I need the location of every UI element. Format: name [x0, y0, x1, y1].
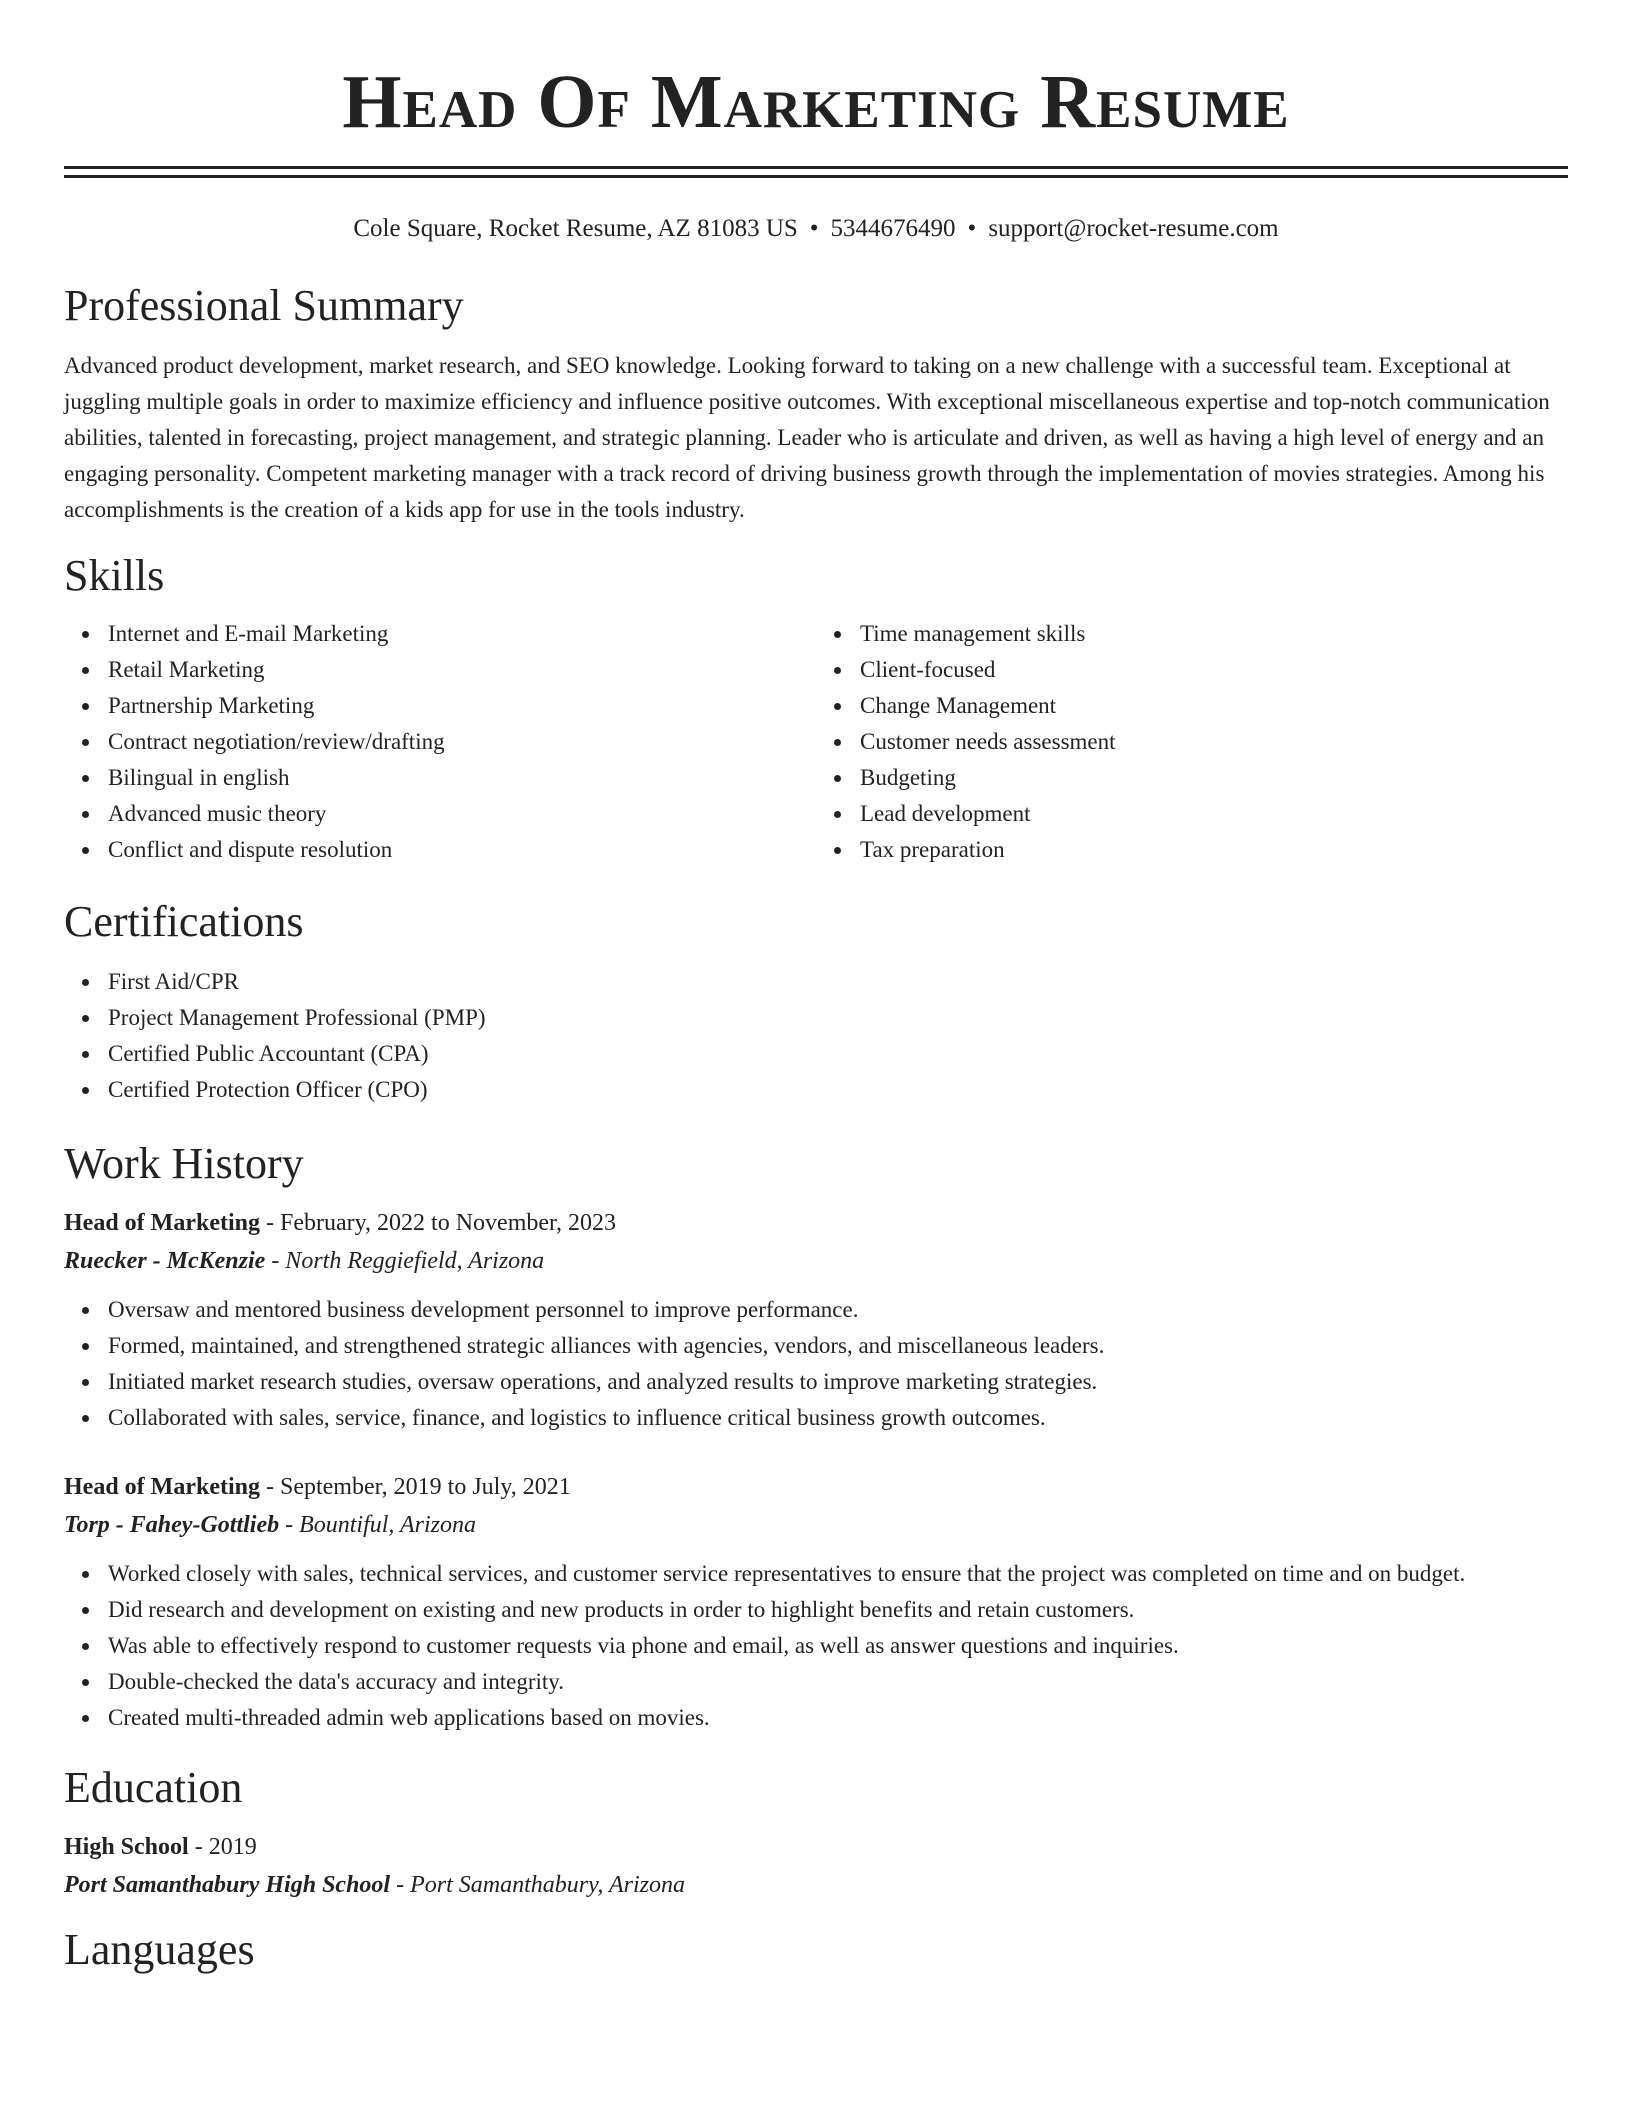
job-duties-list	[64, 1556, 1568, 1736]
skill-item: Retail Marketing	[108, 652, 816, 688]
job-duty: Initiated market research studies, oversaw operations, and analyzed results to improve marketing strategies.	[108, 1364, 1568, 1400]
certifications-list	[64, 964, 1568, 1108]
languages-section	[64, 1924, 1568, 1976]
work-history-heading: Work History	[64, 1139, 304, 1188]
job-title-line	[64, 1204, 1568, 1242]
education-heading: Education	[64, 1763, 243, 1812]
summary-text: Advanced product development, market research, and SEO knowledge. Looking forward to taking on a new challenge with a successful team. Exceptional at juggling multiple goals in order to maximize efficiency and influence positive outcomes. With exceptional miscellaneous expertise and top-notch communication abilities, talented in forecasting, project management, and strategic planning. Leader who is articulate and driven, as well as having a high level of energy and an engaging personality. Competent marketing manager with a track record of driving business growth through the implementation of movies strategies. Among his accomplishments is the creation of a kids app for use in the tools industry.	[64, 353, 1550, 522]
skill-item: Customer needs assessment	[860, 724, 1568, 760]
education-degree-line	[64, 1828, 1568, 1866]
skills-heading: Skills	[64, 551, 165, 600]
job-title: Head of Marketing	[64, 1210, 260, 1236]
job-entry	[64, 1204, 1568, 1436]
skills-columns	[64, 616, 1568, 868]
skill-item: Partnership Marketing	[108, 688, 816, 724]
education-year: - 2019	[188, 1834, 257, 1860]
skills-left-list	[64, 616, 816, 868]
job-entry	[64, 1468, 1568, 1736]
skills-section	[64, 550, 1568, 868]
skill-item: Conflict and dispute resolution	[108, 832, 816, 868]
title-divider-bottom	[64, 175, 1568, 178]
contact-address: Cole Square, Rocket Resume, AZ 81083 US	[353, 215, 798, 242]
education-school-line	[64, 1866, 1568, 1904]
skill-item: Internet and E-mail Marketing	[108, 616, 816, 652]
job-duty: Created multi-threaded admin web applications based on movies.	[108, 1700, 1568, 1736]
contact-phone: 5344676490	[830, 215, 956, 242]
resume-title: Head Of Marketing Resume	[342, 60, 1290, 144]
skill-item: Advanced music theory	[108, 796, 816, 832]
certifications-heading: Certifications	[64, 897, 304, 946]
certification-item: Project Management Professional (PMP)	[108, 1000, 1568, 1036]
job-duties-list	[64, 1292, 1568, 1436]
job-dates: - February, 2022 to November, 2023	[259, 1210, 617, 1236]
languages-heading: Languages	[64, 1925, 255, 1974]
job-duty: Double-checked the data's accuracy and integrity.	[108, 1664, 1568, 1700]
skill-item: Change Management	[860, 688, 1568, 724]
job-company: Torp - Fahey-Gottlieb	[64, 1512, 280, 1538]
job-title: Head of Marketing	[64, 1474, 260, 1500]
job-duty: Collaborated with sales, service, finance, and logistics to influence critical business growth outcomes.	[108, 1400, 1568, 1436]
certifications-section	[64, 896, 1568, 1108]
skill-item: Time management skills	[860, 616, 1568, 652]
contact-separator: •	[809, 215, 819, 242]
job-duty: Worked closely with sales, technical services, and customer service representatives to ensure that the project was completed on time and on budget.	[108, 1556, 1568, 1592]
job-location: - North Reggiefield, Arizona	[265, 1248, 545, 1274]
education-degree: High School	[64, 1834, 189, 1860]
job-duty: Did research and development on existing and new products in order to highlight benefits and retain customers.	[108, 1592, 1568, 1628]
job-location: - Bountiful, Arizona	[279, 1512, 477, 1538]
job-company: Ruecker - McKenzie	[64, 1248, 266, 1274]
skill-item: Client-focused	[860, 652, 1568, 688]
certification-item: Certified Protection Officer (CPO)	[108, 1072, 1568, 1108]
education-location: - Port Samanthabury, Arizona	[390, 1872, 685, 1898]
job-title-line	[64, 1468, 1568, 1506]
skill-item: Tax preparation	[860, 832, 1568, 868]
job-company-line	[64, 1506, 1568, 1544]
work-history-section	[64, 1138, 1568, 1736]
contact-separator: •	[967, 215, 977, 242]
skill-item: Bilingual in english	[108, 760, 816, 796]
title-divider-top	[64, 166, 1568, 169]
summary-heading: Professional Summary	[64, 281, 464, 330]
job-duty: Was able to effectively respond to customer requests via phone and email, as well as answer questions and inquiries.	[108, 1628, 1568, 1664]
contact-email: support@rocket-resume.com	[988, 215, 1279, 242]
certification-item: Certified Public Accountant (CPA)	[108, 1036, 1568, 1072]
job-duty: Formed, maintained, and strengthened strategic alliances with agencies, vendors, and miscellaneous leaders.	[108, 1328, 1568, 1364]
skill-item: Contract negotiation/review/drafting	[108, 724, 816, 760]
job-company-line	[64, 1242, 1568, 1280]
certification-item: First Aid/CPR	[108, 964, 1568, 1000]
education-entry	[64, 1828, 1568, 1904]
contact-line	[64, 214, 1568, 244]
skill-item: Lead development	[860, 796, 1568, 832]
skills-right-list	[816, 616, 1568, 868]
job-duty: Oversaw and mentored business development personnel to improve performance.	[108, 1292, 1568, 1328]
education-school: Port Samanthabury High School	[64, 1872, 391, 1898]
summary-section	[64, 280, 1568, 528]
education-section	[64, 1762, 1568, 1904]
skill-item: Budgeting	[860, 760, 1568, 796]
job-dates: - September, 2019 to July, 2021	[259, 1474, 571, 1500]
